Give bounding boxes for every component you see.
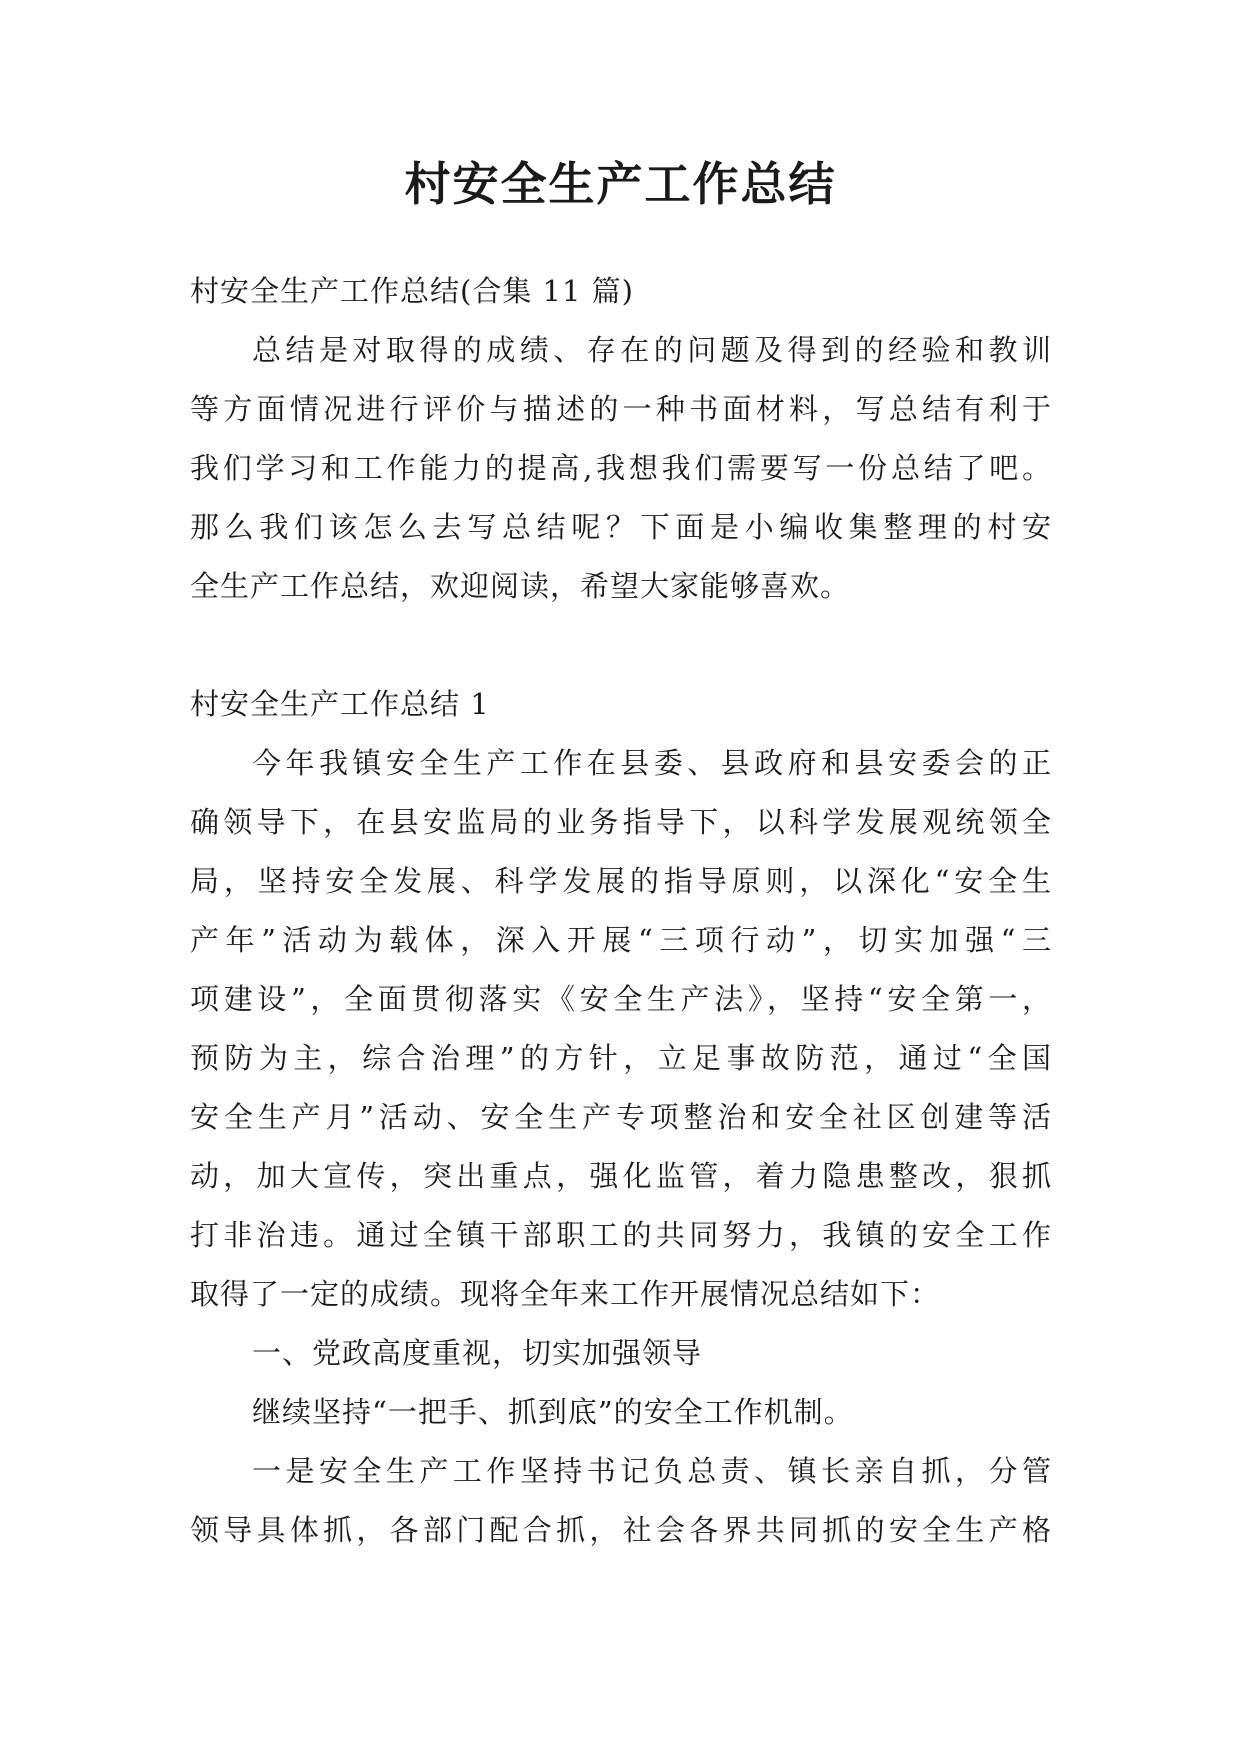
intro-heading: 村安全生产工作总结(合集 11 篇) — [190, 274, 634, 308]
section-line: 项建设”，全面贯彻落实《安全生产法》，坚持“安全第一， — [190, 982, 1052, 1016]
paragraph: 继续坚持“一把手、抓到底”的安全工作机制。 — [252, 1395, 854, 1429]
intro-line: 等方面情况进行评价与描述的一种书面材料，写总结有利于 — [190, 392, 1052, 426]
intro-line: 全生产工作总结，欢迎阅读，希望大家能够喜欢。 — [190, 569, 851, 603]
document-body — [190, 262, 1052, 1560]
paragraph-line: 一是安全生产工作坚持书记负总责、镇长亲自抓，分管 — [252, 1454, 1052, 1488]
paragraph-gap — [190, 616, 1052, 675]
intro-line: 我们学习和工作能力的提高,我想我们需要写一份总结了吧。 — [190, 451, 1052, 485]
section-line: 安全生产月”活动、安全生产专项整治和安全社区创建等活 — [190, 1100, 1052, 1134]
section-line: 动，加大宣传，突出重点，强化监管，着力隐患整改，狠抓 — [190, 1159, 1052, 1193]
intro-line: 总结是对取得的成绩、存在的问题及得到的经验和教训 — [252, 333, 1052, 367]
section-line: 产年”活动为载体，深入开展“三项行动”，切实加强“三 — [190, 923, 1052, 957]
section-line: 取得了一定的成绩。现将全年来工作开展情况总结如下： — [190, 1277, 941, 1311]
section-line: 局，坚持安全发展、科学发展的指导原则，以深化“安全生 — [190, 864, 1052, 898]
paragraph-line: 领导具体抓，各部门配合抓，社会各界共同抓的安全生产格 — [190, 1513, 1052, 1547]
section-line: 打非治违。通过全镇干部职工的共同努力，我镇的安全工作 — [190, 1218, 1052, 1252]
page-title: 村安全生产工作总结 — [404, 157, 837, 211]
subheading: 一、党政高度重视，切实加强领导 — [252, 1336, 703, 1370]
section-line: 今年我镇安全生产工作在县委、县政府和县安委会的正 — [252, 746, 1052, 780]
section-line: 预防为主，综合治理”的方针，立足事故防范，通过“全国 — [190, 1041, 1052, 1075]
section-line: 确领导下，在县安监局的业务指导下，以科学发展观统领全 — [190, 805, 1052, 839]
section-heading: 村安全生产工作总结 1 — [190, 687, 490, 721]
intro-line: 那么我们该怎么去写总结呢？下面是小编收集整理的村安 — [190, 510, 1052, 544]
